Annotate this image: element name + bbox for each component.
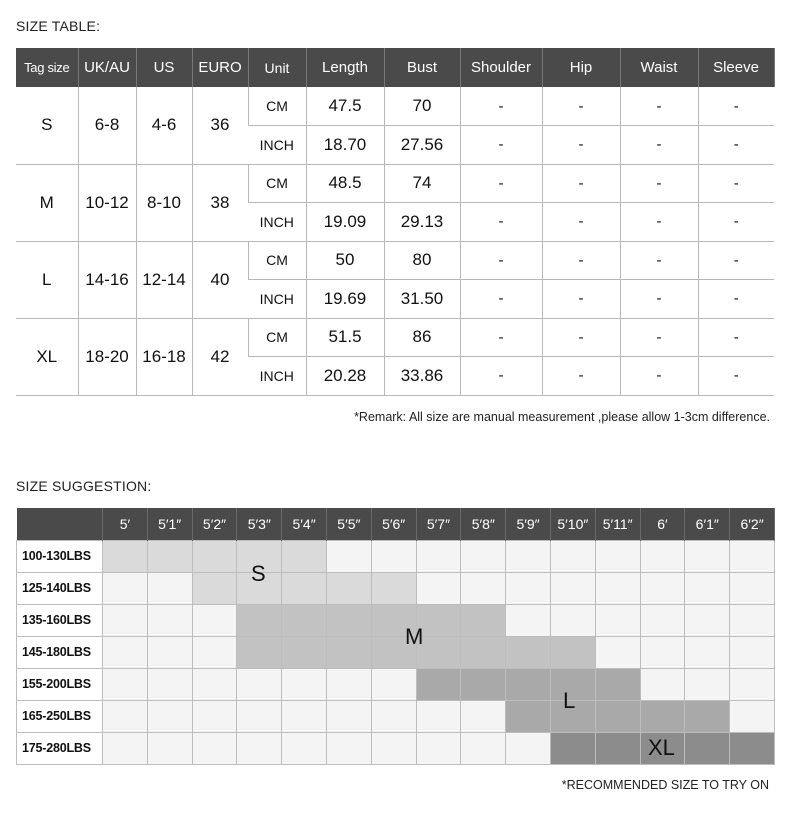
waist-cell: - [620, 280, 698, 319]
weight-label: 165-250LBS [17, 700, 103, 732]
grid-cell-empty [416, 540, 461, 572]
zone-label-s: S [251, 561, 266, 586]
grid-cell-empty [282, 732, 327, 764]
height-header: 5′ [103, 508, 148, 540]
grid-cell-empty [192, 636, 237, 668]
grid-cell-empty [461, 572, 506, 604]
grid-cell-empty [282, 700, 327, 732]
hip-cell: - [542, 357, 620, 396]
us-cell: 4-6 [136, 87, 192, 164]
grid-cell-m [550, 636, 595, 668]
grid-cell-empty [237, 732, 282, 764]
tag-size-cell: M [16, 164, 78, 241]
grid-cell-empty [506, 732, 551, 764]
waist-cell: - [620, 87, 698, 126]
recommend-footnote: *RECOMMENDED SIZE TO TRY ON [561, 778, 769, 792]
hip-cell: - [542, 280, 620, 319]
grid-cell-empty [506, 540, 551, 572]
shoulder-cell: - [460, 318, 542, 357]
length-cell: 48.5 [306, 164, 384, 203]
shoulder-cell: - [460, 87, 542, 126]
grid-cell-m [506, 636, 551, 668]
grid-cell-empty [326, 700, 371, 732]
grid-cell-empty [192, 604, 237, 636]
tag-size-cell: S [16, 87, 78, 164]
unit-cell: CM [248, 241, 306, 280]
unit-cell: CM [248, 164, 306, 203]
waist-cell: - [620, 357, 698, 396]
euro-cell: 36 [192, 87, 248, 164]
shoulder-cell: - [460, 164, 542, 203]
grid-cell-s [282, 572, 327, 604]
height-header: 5′4″ [282, 508, 327, 540]
grid-cell-empty [506, 604, 551, 636]
grid-cell-empty [595, 604, 640, 636]
remark-note: *Remark: All size are manual measurement ,please allow 1-3cm difference. [354, 410, 770, 424]
height-header: 5′1″ [147, 508, 192, 540]
grid-cell-empty [685, 572, 730, 604]
hip-cell: - [542, 126, 620, 165]
header-bust: Bust [384, 48, 460, 87]
grid-cell-l [595, 668, 640, 700]
bust-cell: 80 [384, 241, 460, 280]
sleeve-cell: - [698, 318, 774, 357]
header-sleeve: Sleeve [698, 48, 774, 87]
tag-size-cell: L [16, 241, 78, 318]
header-us: US [136, 48, 192, 87]
header-ukau: UK/AU [78, 48, 136, 87]
height-header: 5′9″ [506, 508, 551, 540]
grid-cell-l [461, 668, 506, 700]
height-header: 5′3″ [237, 508, 282, 540]
height-header: 6′1″ [685, 508, 730, 540]
grid-cell-xl [685, 732, 730, 764]
us-cell: 12-14 [136, 241, 192, 318]
size-table [16, 48, 775, 396]
hip-cell: - [542, 203, 620, 242]
waist-cell: - [620, 318, 698, 357]
weight-row [17, 604, 775, 636]
length-cell: 51.5 [306, 318, 384, 357]
length-cell: 19.69 [306, 280, 384, 319]
height-header-row [17, 508, 775, 540]
height-header: 5′11″ [595, 508, 640, 540]
grid-cell-empty [103, 636, 148, 668]
grid-cell-empty [640, 636, 685, 668]
grid-cell-empty [147, 668, 192, 700]
weight-label: 175-280LBS [17, 732, 103, 764]
grid-cell-empty [147, 604, 192, 636]
grid-cell-empty [147, 700, 192, 732]
grid-cell-s [326, 572, 371, 604]
sleeve-cell: - [698, 87, 774, 126]
grid-cell-empty [192, 700, 237, 732]
grid-cell-empty [282, 668, 327, 700]
size-suggestion-grid [16, 508, 775, 765]
bust-cell: 74 [384, 164, 460, 203]
grid-cell-l [506, 700, 551, 732]
waist-cell: - [620, 126, 698, 165]
header-euro: EURO [192, 48, 248, 87]
size-row-cm [16, 87, 774, 126]
grid-cell-l [640, 700, 685, 732]
ukau-cell: 10-12 [78, 164, 136, 241]
grid-cell-empty [147, 732, 192, 764]
grid-cell-empty [371, 732, 416, 764]
grid-cell-l [506, 668, 551, 700]
bust-cell: 29.13 [384, 203, 460, 242]
grid-cell-empty [326, 668, 371, 700]
unit-cell: INCH [248, 280, 306, 319]
zone-label-m: M [405, 624, 424, 649]
grid-cell-m [461, 636, 506, 668]
waist-cell: - [620, 241, 698, 280]
unit-cell: INCH [248, 203, 306, 242]
unit-cell: INCH [248, 357, 306, 396]
grid-cell-empty [103, 604, 148, 636]
size-row-cm [16, 164, 774, 203]
grid-cell-empty [685, 636, 730, 668]
sleeve-cell: - [698, 164, 774, 203]
grid-cell-l [416, 668, 461, 700]
grid-cell-m [237, 636, 282, 668]
grid-cell-m [326, 604, 371, 636]
shoulder-cell: - [460, 203, 542, 242]
grid-cell-m [282, 636, 327, 668]
size-row-cm [16, 318, 774, 357]
grid-cell-empty [730, 636, 775, 668]
sleeve-cell: - [698, 280, 774, 319]
hip-cell: - [542, 87, 620, 126]
grid-cell-m [461, 604, 506, 636]
sleeve-cell: - [698, 203, 774, 242]
grid-cell-empty [103, 732, 148, 764]
ukau-cell: 6-8 [78, 87, 136, 164]
grid-cell-empty [550, 572, 595, 604]
grid-cell-empty [371, 668, 416, 700]
grid-cell-xl [595, 732, 640, 764]
tag-size-cell: XL [16, 318, 78, 395]
grid-cell-empty [461, 732, 506, 764]
size-table-header [16, 48, 774, 87]
grid-cell-empty [416, 572, 461, 604]
grid-cell-s [103, 540, 148, 572]
bust-cell: 86 [384, 318, 460, 357]
grid-cell-xl [550, 732, 595, 764]
sleeve-cell: - [698, 126, 774, 165]
grid-cell-empty [506, 572, 551, 604]
euro-cell: 38 [192, 164, 248, 241]
grid-cell-empty [461, 700, 506, 732]
grid-cell-xl [730, 732, 775, 764]
height-header: 6′ [640, 508, 685, 540]
hip-cell: - [542, 318, 620, 357]
weight-label: 135-160LBS [17, 604, 103, 636]
height-header: 5′8″ [461, 508, 506, 540]
grid-cell-empty [640, 668, 685, 700]
grid-cell-empty [192, 732, 237, 764]
sleeve-cell: - [698, 241, 774, 280]
grid-cell-empty [103, 700, 148, 732]
header-hip: Hip [542, 48, 620, 87]
header-corner [17, 508, 103, 540]
grid-cell-m [282, 604, 327, 636]
size-table-title: SIZE TABLE: [16, 18, 101, 34]
grid-cell-empty [416, 732, 461, 764]
grid-cell-empty [640, 540, 685, 572]
grid-cell-empty [550, 604, 595, 636]
length-cell: 50 [306, 241, 384, 280]
size-suggestion-title: SIZE SUGGESTION: [16, 478, 152, 494]
grid-cell-empty [237, 668, 282, 700]
grid-cell-empty [147, 572, 192, 604]
weight-row [17, 636, 775, 668]
weight-label: 100-130LBS [17, 540, 103, 572]
grid-cell-empty [461, 540, 506, 572]
grid-cell-empty [103, 668, 148, 700]
size-row-cm [16, 241, 774, 280]
grid-cell-empty [730, 668, 775, 700]
grid-cell-empty [685, 604, 730, 636]
grid-cell-empty [595, 572, 640, 604]
grid-cell-empty [371, 700, 416, 732]
grid-cell-empty [416, 700, 461, 732]
bust-cell: 70 [384, 87, 460, 126]
ukau-cell: 14-16 [78, 241, 136, 318]
grid-cell-empty [326, 540, 371, 572]
weight-row [17, 668, 775, 700]
weight-label: 155-200LBS [17, 668, 103, 700]
height-header: 5′5″ [326, 508, 371, 540]
height-header: 5′7″ [416, 508, 461, 540]
zone-label-l: L [563, 688, 576, 713]
bust-cell: 33.86 [384, 357, 460, 396]
grid-cell-empty [640, 572, 685, 604]
hip-cell: - [542, 241, 620, 280]
weight-label: 145-180LBS [17, 636, 103, 668]
unit-cell: CM [248, 87, 306, 126]
ukau-cell: 18-20 [78, 318, 136, 395]
header-length: Length [306, 48, 384, 87]
grid-cell-empty [685, 540, 730, 572]
grid-cell-empty [147, 636, 192, 668]
grid-cell-empty [730, 700, 775, 732]
height-header: 6′2″ [730, 508, 775, 540]
unit-cell: INCH [248, 126, 306, 165]
grid-cell-empty [103, 572, 148, 604]
grid-cell-empty [192, 668, 237, 700]
shoulder-cell: - [460, 241, 542, 280]
grid-cell-s [282, 540, 327, 572]
grid-cell-empty [730, 604, 775, 636]
height-header: 5′10″ [550, 508, 595, 540]
grid-cell-empty [730, 540, 775, 572]
header-shoulder: Shoulder [460, 48, 542, 87]
shoulder-cell: - [460, 357, 542, 396]
grid-cell-s [192, 572, 237, 604]
length-cell: 20.28 [306, 357, 384, 396]
unit-cell: CM [248, 318, 306, 357]
hip-cell: - [542, 164, 620, 203]
grid-cell-empty [685, 668, 730, 700]
grid-cell-empty [550, 540, 595, 572]
header-waist: Waist [620, 48, 698, 87]
grid-cell-empty [595, 636, 640, 668]
waist-cell: - [620, 203, 698, 242]
length-cell: 19.09 [306, 203, 384, 242]
bust-cell: 27.56 [384, 126, 460, 165]
grid-cell-empty [595, 540, 640, 572]
waist-cell: - [620, 164, 698, 203]
us-cell: 16-18 [136, 318, 192, 395]
shoulder-cell: - [460, 126, 542, 165]
grid-cell-s [371, 572, 416, 604]
height-header: 5′6″ [371, 508, 416, 540]
length-cell: 47.5 [306, 87, 384, 126]
weight-label: 125-140LBS [17, 572, 103, 604]
grid-cell-m [326, 636, 371, 668]
header-unit: Unit [248, 48, 306, 87]
grid-cell-empty [371, 540, 416, 572]
sleeve-cell: - [698, 357, 774, 396]
weight-row [17, 572, 775, 604]
euro-cell: 40 [192, 241, 248, 318]
grid-cell-s [192, 540, 237, 572]
grid-cell-empty [237, 700, 282, 732]
grid-cell-empty [730, 572, 775, 604]
grid-cell-empty [326, 732, 371, 764]
grid-cell-empty [640, 604, 685, 636]
shoulder-cell: - [460, 280, 542, 319]
length-cell: 18.70 [306, 126, 384, 165]
bust-cell: 31.50 [384, 280, 460, 319]
us-cell: 8-10 [136, 164, 192, 241]
grid-cell-l [595, 700, 640, 732]
header-tag-size: Tag size [16, 48, 78, 87]
grid-cell-m [237, 604, 282, 636]
height-header: 5′2″ [192, 508, 237, 540]
weight-row [17, 700, 775, 732]
euro-cell: 42 [192, 318, 248, 395]
grid-cell-l [685, 700, 730, 732]
zone-label-xl: XL [648, 735, 675, 760]
grid-cell-s [147, 540, 192, 572]
weight-row [17, 540, 775, 572]
